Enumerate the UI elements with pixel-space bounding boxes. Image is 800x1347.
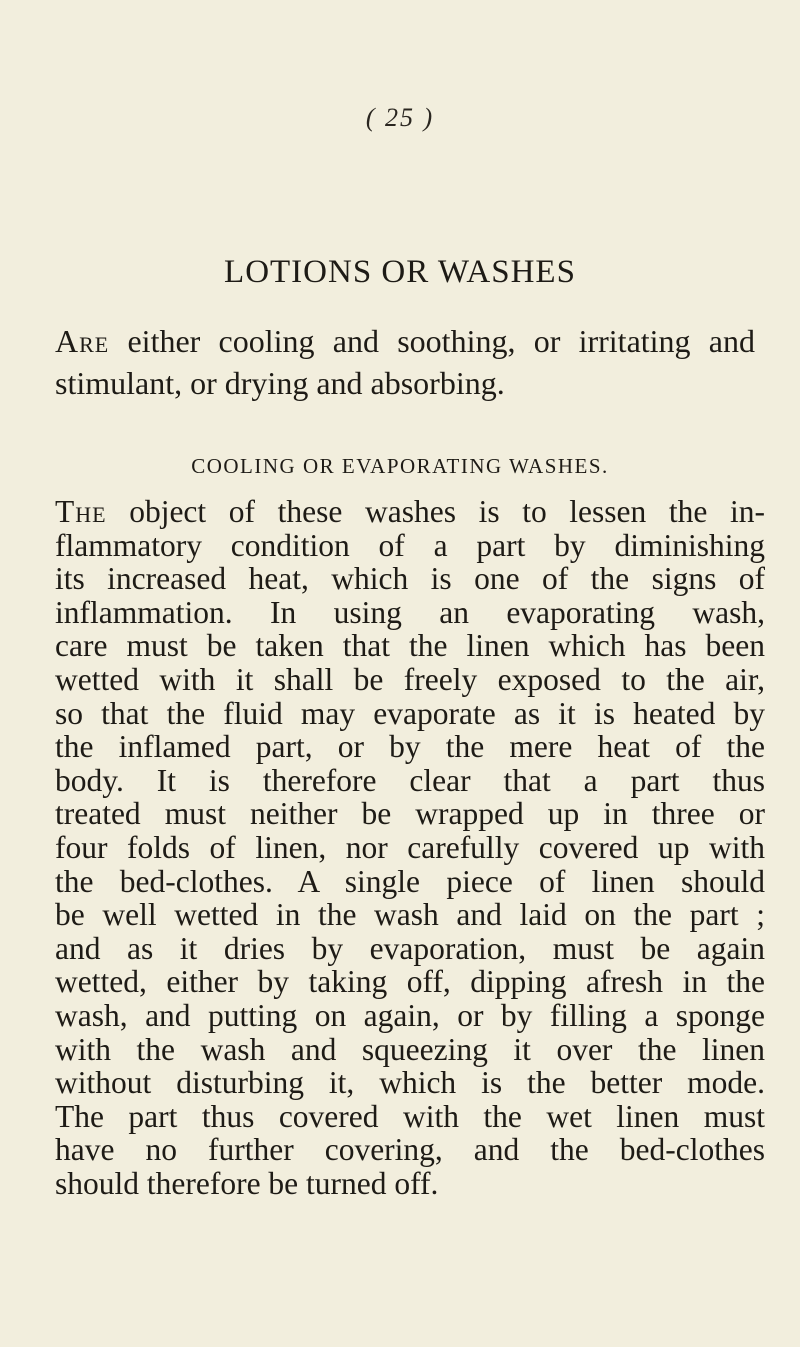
body-paragraph: [55, 495, 765, 1200]
intro-lead-word: Are: [55, 323, 110, 359]
page-number: ( 25 ): [365, 103, 435, 132]
body-line: body. It is therefore clear that a part thus: [55, 762, 765, 798]
body-line: The part thus covered with the wet linen must: [55, 1098, 765, 1134]
body-lead-word: The: [55, 494, 107, 529]
body-line: its increased heat, which is one of the signs of: [55, 561, 765, 597]
body-line: four folds of linen, nor carefully covered up with: [55, 829, 765, 865]
body-line: inflammation. In using an evaporating wash,: [55, 594, 765, 630]
body-line: flammatory condition of a part by diminishing: [55, 527, 765, 563]
chapter-title: LOTIONS OR WASHES: [224, 254, 576, 290]
body-line: [55, 495, 765, 529]
body-line: wetted, either by taking off, dipping afresh in the: [55, 964, 765, 1000]
section-heading: COOLING OR EVAPORATING WASHES.: [191, 454, 609, 478]
body-line: care must be taken that the linen which has been: [55, 628, 765, 664]
intro-line-1-text: either cooling and soothing, or irritating and: [109, 323, 755, 359]
intro-paragraph: [55, 320, 755, 404]
body-line: so that the fluid may evaporate as it is heated by: [55, 695, 765, 731]
body-line: the bed-clothes. A single piece of linen should: [55, 863, 765, 899]
body-line: and as it dries by evaporation, must be again: [55, 930, 765, 966]
body-line: without disturbing it, which is the better mode.: [55, 1065, 765, 1101]
body-line: treated must neither be wrapped up in three or: [55, 796, 765, 832]
body-line: have no further covering, and the bed-clothes: [55, 1132, 765, 1168]
body-line: should therefore be turned off.: [55, 1165, 439, 1201]
body-line: the inflamed part, or by the mere heat of the: [55, 729, 765, 765]
body-line: with the wash and squeezing it over the linen: [55, 1031, 765, 1067]
intro-line-1: [55, 320, 755, 362]
body-line: wetted with it shall be freely exposed to the air,: [55, 661, 765, 697]
body-line: be well wetted in the wash and laid on the part ;: [55, 897, 765, 933]
intro-line-2: stimulant, or drying and absorbing.: [55, 365, 505, 401]
body-line: wash, and putting on again, or by filling a sponge: [55, 997, 765, 1033]
body-line-1-text: object of these washes is to lessen the in-: [106, 494, 765, 529]
